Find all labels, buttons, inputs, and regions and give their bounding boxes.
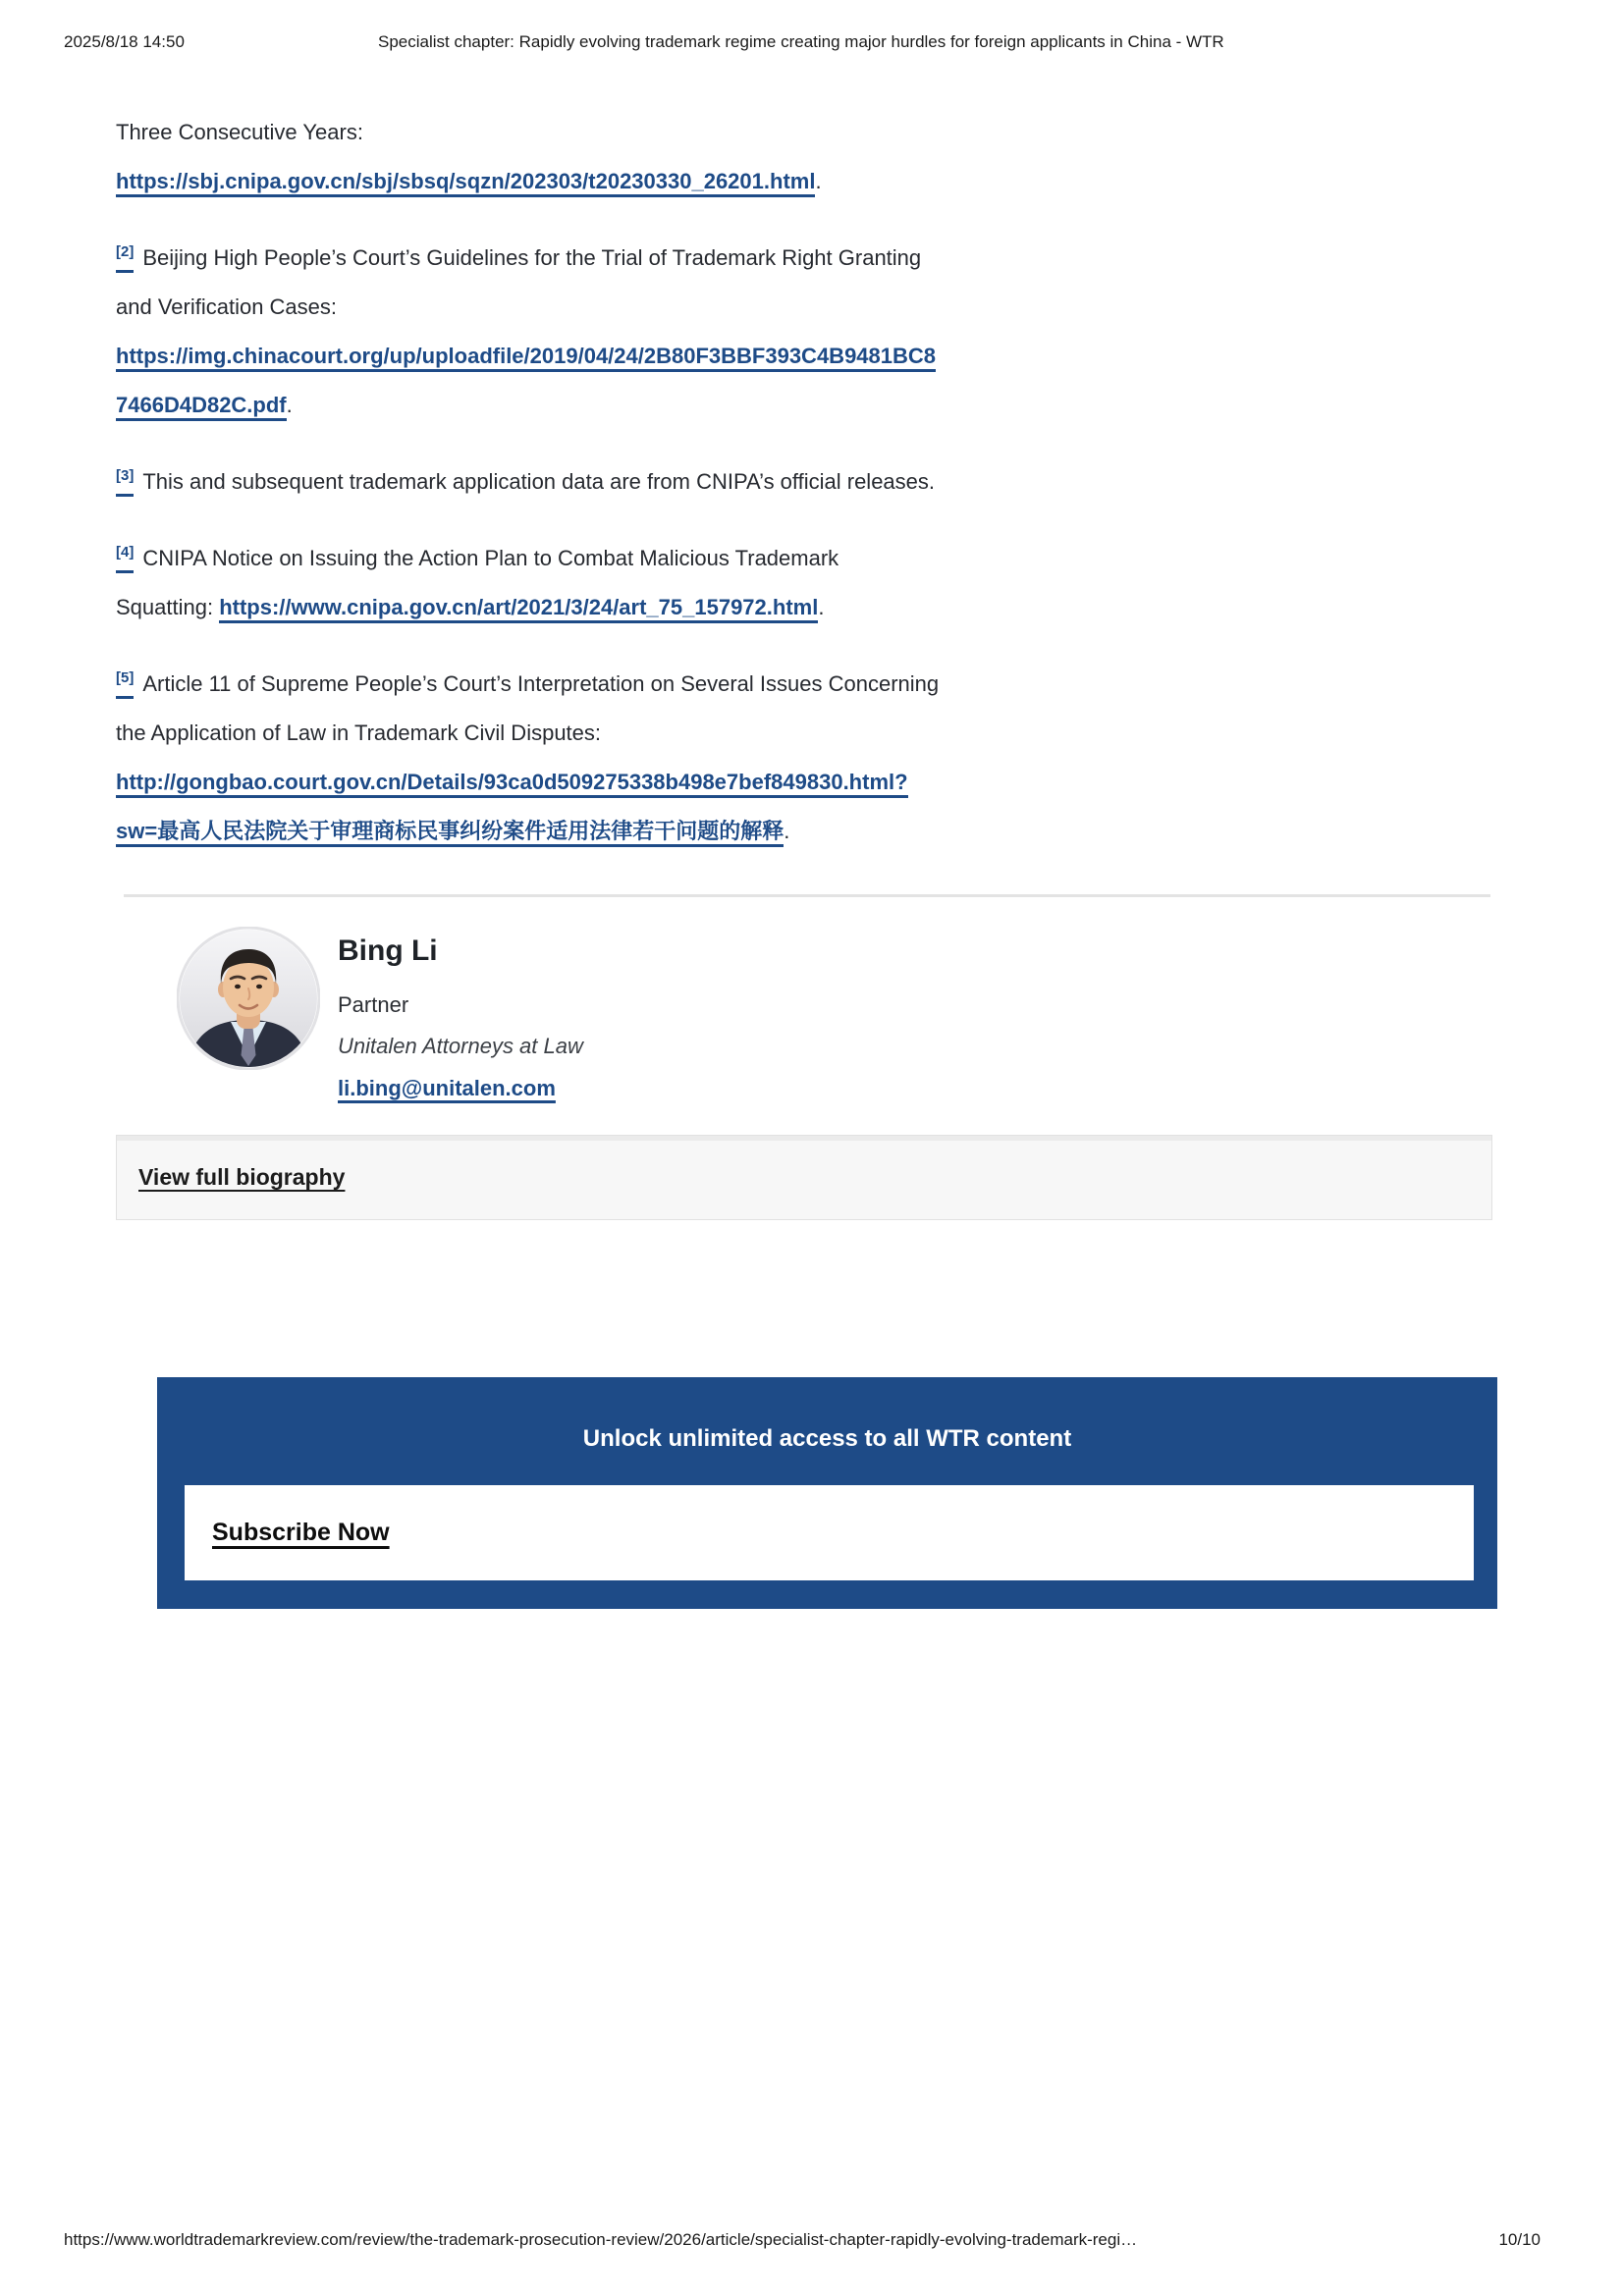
footnote-2-text-line1: Beijing High People’s Court’s Guidelines for the Trial of Trademark Right Granting — [142, 245, 922, 270]
banner-heading: Unlock unlimited access to all WTR content — [582, 1425, 1072, 1452]
footnote-1-period: . — [815, 169, 822, 193]
footnote-3 — [116, 457, 1505, 507]
footnote-2-marker-link[interactable]: [2] — [116, 243, 135, 260]
footer-url: https://www.worldtrademarkreview.com/review/the-trademark-prosecution-review/2026/article/specialist-chapter-rapidly-evolving-trademark-regi… — [64, 2230, 1138, 2249]
print-datetime: 2025/8/18 14:50 — [64, 32, 185, 51]
footnote-5-text-line2: the Application of Law in Trademark Civil Disputes: — [116, 721, 602, 745]
footnote-4 — [116, 534, 1505, 632]
footnote-4-text-line1: CNIPA Notice on Issuing the Action Plan to Combat Malicious Trademark — [142, 546, 839, 570]
author-role: Partner — [338, 992, 409, 1017]
footnote-2-period: . — [286, 393, 293, 417]
subscribe-now-link[interactable]: Subscribe Now — [212, 1519, 390, 1546]
print-footer — [64, 2230, 1541, 2250]
footnote-5-period: . — [784, 819, 790, 843]
footnote-4-text-line2: Squatting: — [116, 595, 220, 619]
footnote-3-marker-link[interactable]: [3] — [116, 467, 135, 484]
footnote-4-link[interactable]: https://www.cnipa.gov.cn/art/2021/3/24/art_75_157972.html — [219, 595, 818, 623]
footnote-4-period: . — [818, 595, 825, 619]
view-biography-link[interactable]: View full biography — [138, 1164, 346, 1190]
author-name: Bing Li — [338, 934, 438, 967]
footer-page-number: 10/10 — [1498, 2230, 1541, 2249]
footnote-4-marker-link[interactable]: [4] — [116, 544, 135, 561]
footnote-5-text-line1: Article 11 of Supreme People’s Court’s Interpretation on Several Issues Concerning — [142, 671, 940, 696]
author-bio — [177, 927, 583, 1101]
section-divider — [124, 894, 1490, 897]
print-title: Specialist chapter: Rapidly evolving trademark regime creating major hurdles for foreign applicants in China - WTR — [378, 32, 1224, 51]
author-photo — [177, 927, 320, 1070]
footnote-2 — [116, 234, 1505, 430]
subscribe-box[interactable] — [185, 1485, 1474, 1580]
view-biography-button[interactable] — [116, 1135, 1492, 1220]
footnote-1-text: Three Consecutive Years: — [116, 120, 363, 144]
print-header — [64, 32, 1559, 54]
footnote-5-link-line2[interactable]: sw=最高人民法院关于审理商标民事纠纷案件适用法律若干问题的解释 — [116, 819, 784, 847]
footnote-3-text: This and subsequent trademark application data are from CNIPA’s official releases. — [142, 469, 936, 494]
subscribe-banner — [157, 1377, 1497, 1609]
footnote-5-link-line1[interactable]: http://gongbao.court.gov.cn/Details/93ca0d509275338b498e7bef849830.html? — [116, 770, 908, 798]
footnote-5-marker-link[interactable]: [5] — [116, 669, 135, 686]
footnote-2-link-line1[interactable]: https://img.chinacourt.org/up/uploadfile/2019/04/24/2B80F3BBF393C4B9481BC8 — [116, 344, 936, 372]
footnote-2-text-line2: and Verification Cases: — [116, 294, 338, 319]
footnote-1 — [116, 108, 1505, 206]
footnote-5 — [116, 660, 1505, 856]
article-footnotes — [116, 108, 1505, 883]
author-portrait-illustration — [177, 927, 320, 1070]
author-firm: Unitalen Attorneys at Law — [338, 1034, 583, 1058]
author-email-link[interactable]: li.bing@unitalen.com — [338, 1076, 556, 1100]
footnote-1-link[interactable]: https://sbj.cnipa.gov.cn/sbj/sbsq/sqzn/202303/t20230330_26201.html — [116, 169, 815, 197]
footnote-2-link-line2[interactable]: 7466D4D82C.pdf — [116, 393, 287, 421]
